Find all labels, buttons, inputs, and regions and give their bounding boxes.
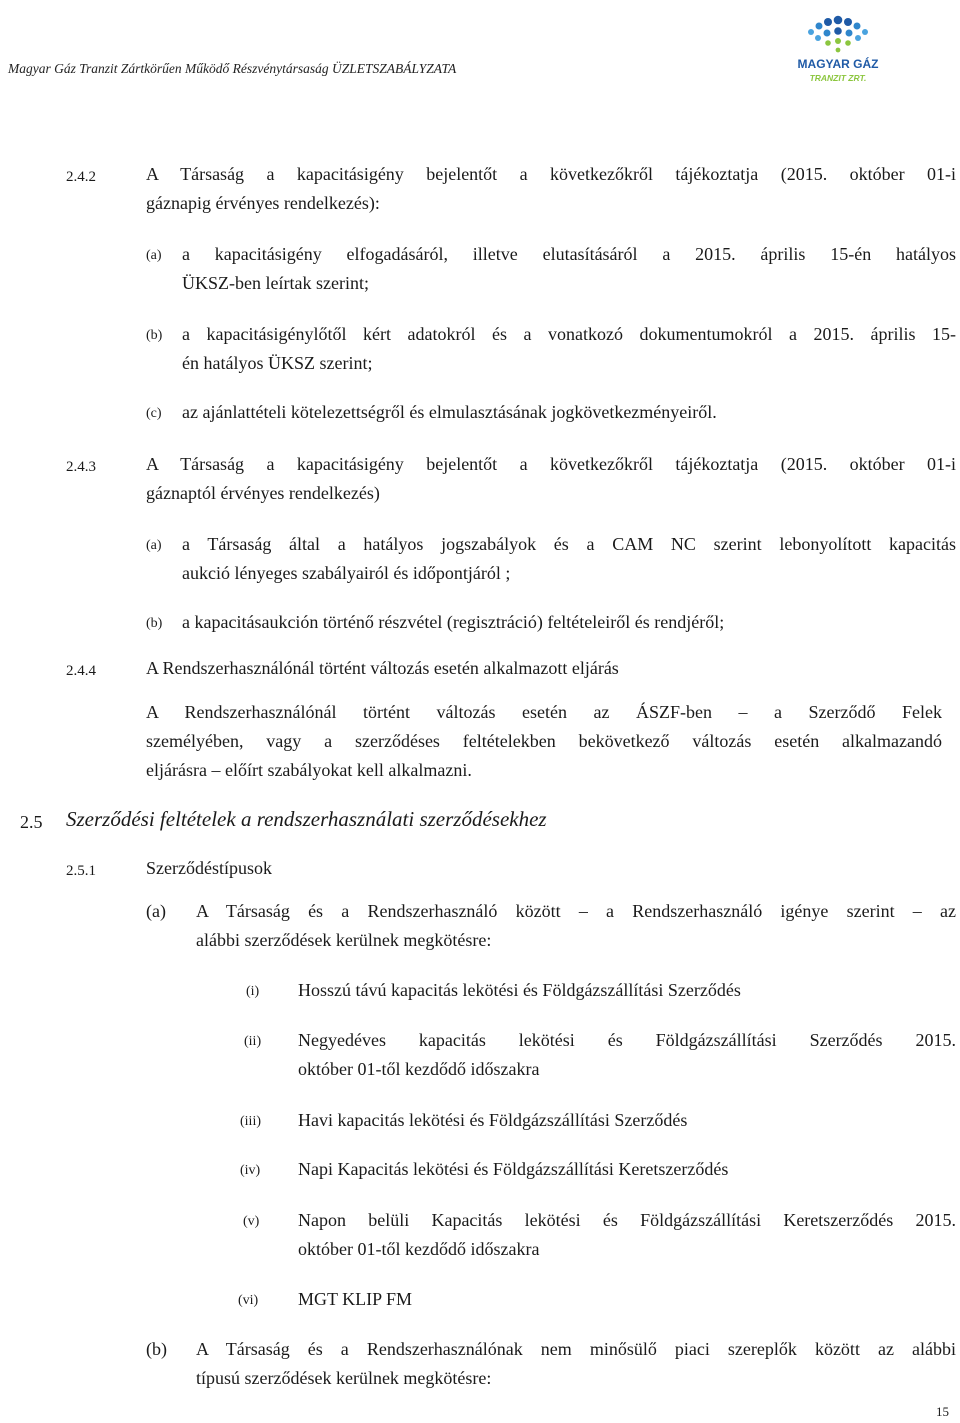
list-item-text: én hatályos ÜKSZ szerint; xyxy=(182,353,373,373)
paragraph-line: A Rendszerhasználónál történt változás esetén az ÁSZF-ben – a Szerződő Felek xyxy=(146,702,942,722)
sublist-item-text: Havi kapacitás lekötési és Földgázszállítási Szerződés xyxy=(298,1110,688,1130)
paragraph-line: személyében, vagy a szerződéses feltételekben bekövetkező változás esetén alkalmazandó xyxy=(146,731,942,751)
sublist-item-text: Negyedéves kapacitás lekötési és Földgázszállítási Szerződés 2015. xyxy=(298,1030,956,1050)
list-item-text: az ajánlattételi kötelezettségről és elmulasztásának jogkövetkezményeiről. xyxy=(182,402,717,422)
list-label: (b) xyxy=(146,328,163,343)
list-item-text: alábbi szerződések kerülnek megkötésre: xyxy=(196,930,492,950)
list-item-text: a Társaság által a hatályos jogszabályok és a CAM NC szerint lebonyolított kapacitás xyxy=(182,534,956,554)
logo-text-line1: MAGYAR GÁZ xyxy=(797,57,879,71)
sublist-label: (iii) xyxy=(240,1114,261,1129)
section-number: 2.5.1 xyxy=(66,863,96,879)
list-item-text: a kapacitásaukción történő részvétel (regisztráció) feltételeiről és rendjéről; xyxy=(182,612,725,632)
list-item-text: a kapacitásigénylőtől kért adatokról és a vonatkozó dokumentumokról a 2015. április 15- xyxy=(182,324,956,344)
list-item-text: aukció lényeges szabályairól és időpontjáról ; xyxy=(182,563,511,583)
sublist-label: (vi) xyxy=(238,1293,259,1308)
list-label: (b) xyxy=(146,1339,167,1359)
sublist-item-text: Hosszú távú kapacitás lekötési és Földgázszállítási Szerződés xyxy=(298,980,741,1000)
sublist-label: (i) xyxy=(246,984,260,999)
section-text-line: A Társaság a kapacitásigény bejelentőt a következőkről tájékoztatja (2015. október 01-i xyxy=(146,164,956,184)
section-number: 2.5 xyxy=(20,812,43,832)
sublist-label: (v) xyxy=(243,1214,260,1229)
section-number: 2.4.2 xyxy=(66,169,96,185)
list-label: (a) xyxy=(146,901,166,921)
sublist-item-text: MGT KLIP FM xyxy=(298,1289,413,1309)
section-text-line: gáznaptól érvényes rendelkezés) xyxy=(146,483,380,503)
section-heading: Szerződési feltételek a rendszerhasználati szerződésekhez xyxy=(66,807,547,831)
section-number: 2.4.3 xyxy=(66,459,96,475)
section-heading: Szerződéstípusok xyxy=(146,858,272,878)
section-text-line: A Társaság a kapacitásigény bejelentőt a következőkről tájékoztatja (2015. október 01-i xyxy=(146,454,956,474)
list-label: (b) xyxy=(146,616,163,631)
sublist-item-text: Napon belüli Kapacitás lekötési és Földgázszállítási Keretszerződés 2015. xyxy=(298,1210,956,1230)
list-item-text: ÜKSZ-ben leírtak szerint; xyxy=(182,273,369,293)
list-label: (a) xyxy=(146,248,162,263)
sublist-item-text: október 01-től kezdődő időszakra xyxy=(298,1239,540,1259)
document-header-title: Magyar Gáz Tranzit Zártkörűen Működő Részvénytársaság ÜZLETSZABÁLYZATA xyxy=(8,61,457,76)
sublist-label: (ii) xyxy=(244,1034,262,1049)
section-text-line: gáznapig érvényes rendelkezés): xyxy=(146,193,380,213)
list-label: (a) xyxy=(146,538,162,553)
list-item-text: A Társaság és a Rendszerhasználónak nem minősülő piaci szereplők között az alábbi xyxy=(196,1339,956,1359)
logo-text-line2: TRANZIT ZRT. xyxy=(809,73,867,83)
sublist-label: (iv) xyxy=(240,1163,261,1178)
sublist-item-text: Napi Kapacitás lekötési és Földgázszállítási Keretszerződés xyxy=(298,1159,729,1179)
page-number: 15 xyxy=(936,1404,949,1419)
list-item-text: a kapacitásigény elfogadásáról, illetve elutasításáról a 2015. április 15-én hatályos xyxy=(182,244,956,264)
list-item-text: típusú szerződések kerülnek megkötésre: xyxy=(196,1368,492,1388)
paragraph-line: eljárásra – előírt szabályokat kell alkalmazni. xyxy=(146,760,472,780)
logo-dots xyxy=(808,16,868,53)
sublist-item-text: október 01-től kezdődő időszakra xyxy=(298,1059,540,1079)
section-number: 2.4.4 xyxy=(66,663,96,679)
magyar-gaz-tranzit-logo xyxy=(778,8,898,98)
section-heading: A Rendszerhasználónál történt változás esetén alkalmazott eljárás xyxy=(146,658,619,678)
list-label: (c) xyxy=(146,406,162,421)
list-item-text: A Társaság és a Rendszerhasználó között – a Rendszerhasználó igénye szerint – az xyxy=(196,901,956,921)
